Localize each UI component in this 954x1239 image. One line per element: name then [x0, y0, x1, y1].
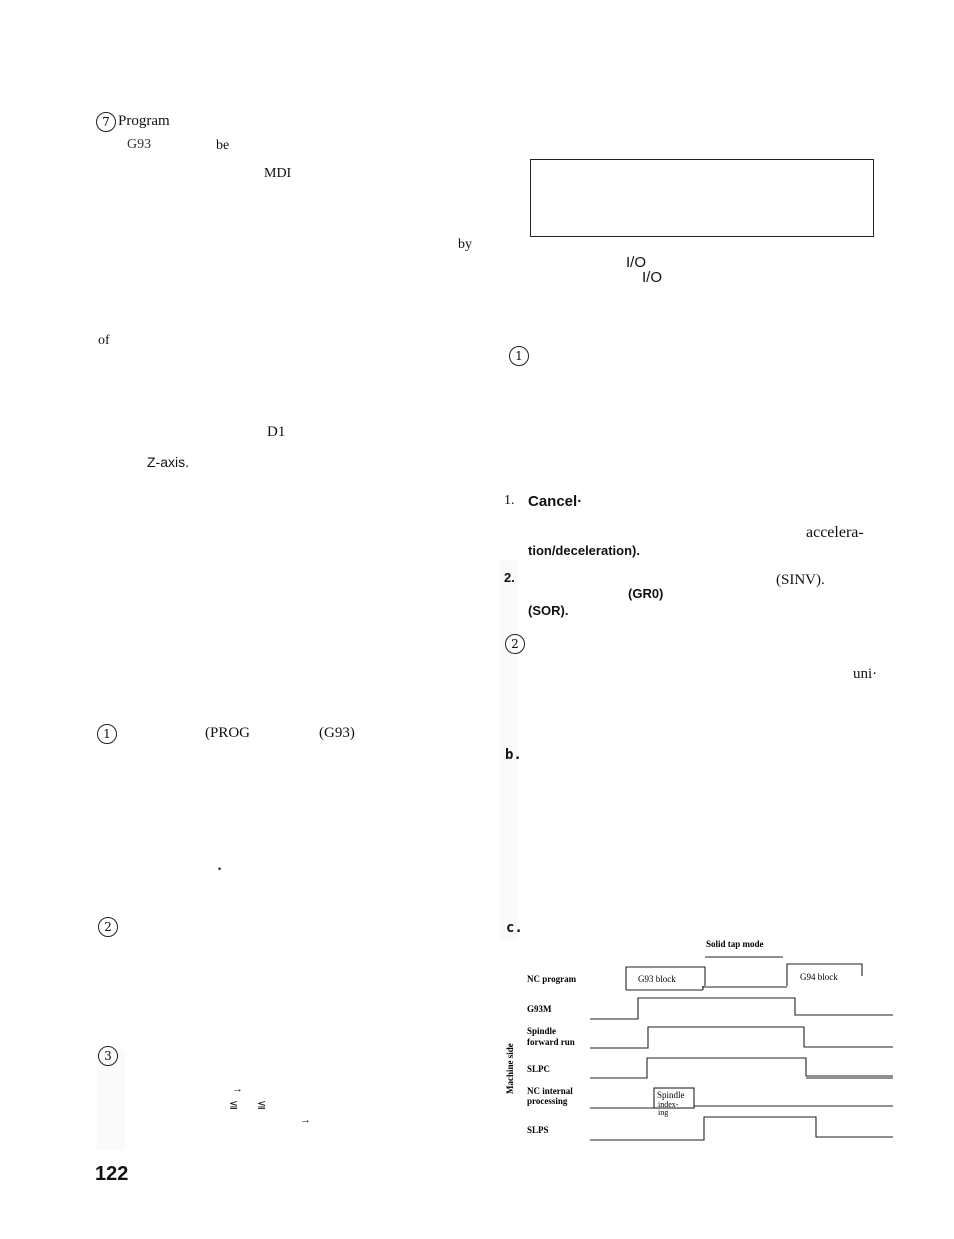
spindle-indexing-line2: index- — [658, 1100, 679, 1109]
deceleration-text: tion/deceleration). — [528, 543, 640, 558]
g93-text: G93 — [127, 137, 152, 152]
spindle-indexing-line3: ing — [658, 1108, 669, 1117]
slps-label: SLPS — [527, 1125, 549, 1135]
slpc-label: SLPC — [527, 1064, 551, 1074]
g93m-signal — [590, 998, 893, 1019]
io-text-2: I/O — [642, 269, 663, 286]
label-c: c. — [506, 920, 523, 936]
prog-text: (PROG — [205, 725, 251, 741]
of-text: of — [98, 333, 110, 348]
nc-program-label: NC program — [527, 974, 577, 984]
z-axis-text: Z-axis. — [147, 454, 189, 470]
spindle-label-line1: Spindle — [527, 1026, 557, 1036]
step-2-number: 2. — [504, 570, 515, 585]
gro-text: (GR0) — [628, 586, 664, 601]
io-text-1: I/O — [626, 254, 647, 271]
le-symbol-2: ≦ — [257, 1099, 267, 1111]
g93-block-label: G93 block — [638, 974, 676, 984]
nc-internal-label-line2: processing — [527, 1096, 568, 1106]
spindle-label-line2: forward run — [527, 1037, 575, 1047]
be-text: be — [216, 138, 230, 153]
item-2-circled-number: 2 — [98, 917, 118, 937]
slpc-signal — [590, 1058, 893, 1078]
item-7-program-text: Program — [118, 113, 170, 129]
item-1-circled-number: 1 — [97, 724, 117, 744]
g93m-label: G93M — [527, 1004, 552, 1014]
sor-text: (SOR). — [528, 603, 569, 618]
spindle-forward-run-signal — [590, 1027, 893, 1048]
right-item-2-circled-number: 2 — [505, 634, 525, 654]
right-item-1-circled-number: 1 — [509, 346, 529, 366]
arrow-symbol-2: → — [300, 1114, 311, 1126]
g94-block-label: G94 block — [800, 972, 838, 982]
d1-text: D1 — [267, 424, 286, 440]
uni-text: uni· — [853, 666, 878, 682]
g93-paren-text: (G93) — [319, 725, 355, 741]
solid-tap-mode-label: Solid tap mode — [706, 939, 764, 949]
nc-internal-label-line1: NC internal — [527, 1086, 573, 1096]
le-symbol-1: ≦ — [229, 1099, 239, 1111]
slps-signal — [590, 1117, 893, 1140]
item-3-circled-number: 3 — [98, 1046, 118, 1066]
accelera-text: accelera- — [806, 524, 864, 541]
by-text: by — [458, 237, 472, 252]
item-7-circled-number: 7 — [96, 112, 116, 132]
spindle-indexing-line1: Spindle — [657, 1090, 685, 1100]
cancel-text: Cancel· — [528, 493, 583, 510]
machine-side-axis-label: Machine side — [505, 1043, 515, 1094]
arrow-symbol-1: → — [232, 1083, 243, 1095]
label-b: b. — [505, 747, 522, 763]
step-1-number: 1. — [504, 493, 515, 508]
bullet-dot: • — [218, 864, 222, 874]
page-number: 122 — [95, 1163, 129, 1185]
sinv-text: (SINV). — [776, 572, 825, 588]
mdi-text: MDI — [264, 166, 292, 181]
